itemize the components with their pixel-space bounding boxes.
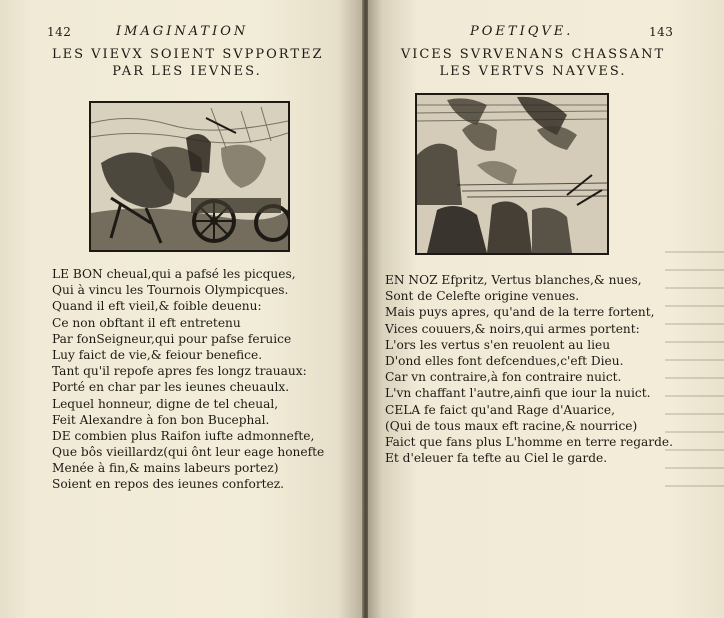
verse-line: (Qui de tous maux eft racine,& nourrice) [385,418,638,433]
verse-line: Lequel honneur, digne de tel cheual, [52,396,279,411]
verse-line: D'ond elles font defcendues,c'eft Dieu. [385,353,624,368]
vices-virtues-woodcut-image [415,93,609,255]
verse-line: EN NOZ Efpritz, Vertus blanches,& nues, [385,273,642,287]
left-running-head: IMAGINATION [116,24,249,39]
right-running-head: POETIQVE. [470,24,574,39]
left-verse [52,266,324,493]
verse-line: Par fonSeigneur,qui pour pafse feruice [52,331,292,346]
left-title-line: PAR LES IEVNES. [112,64,262,79]
right-emblem-title [398,46,668,80]
verse-line: L'ors les vertus s'en reuolent au lieu [385,337,611,352]
verse-line: Menée à fin,& mains labeurs portez) [52,461,279,476]
verse-line: Tant qu'il repofe apres fes longz trauaux: [52,364,307,379]
verse-line: Feit Alexandre à fon bon Bucephal. [52,412,270,427]
verse-line: Soient en repos des ieunes confortez. [52,477,285,492]
show-through-text [665,235,724,495]
right-title-line: VICES SVRVENANS CHASSANT [400,47,666,62]
right-title-line: LES VERTVS NAYVES. [439,64,627,79]
verse-line: LE BON cheual,qui a pafsé les picques, [52,267,296,281]
verse-line: Sont de Celefte origine venues. [385,289,580,304]
verse-line: Quand il eft vieil,& foible deuenu: [52,299,262,314]
verse-line: Et d'eleuer fa tefte au Ciel le garde. [385,451,608,466]
verse-line: Faict que fans plus L'homme en terre regarde. [385,434,673,449]
right-page-number: 143 [649,25,674,39]
verse-line: Vices couuers,& noirs,qui armes portent: [385,321,640,336]
left-page-number: 142 [47,25,72,39]
left-emblem-title [52,46,322,80]
verse-line: CELA fe faict qu'and Rage d'Auarice, [385,402,615,417]
chariot-woodcut-image [89,101,290,252]
verse-line: L'vn chaffant l'autre,ainfi que iour la nuict. [385,386,651,401]
verse-line: Porté en char par les ieunes cheuaulx. [52,380,290,395]
verse-line: Qui à vincu les Tournois Olympicques. [52,283,289,298]
verse-line: Que bôs vieillardz(qui ônt leur eage honefte [52,445,325,460]
left-title-line: LES VIEVX SOIENT SVPPORTEZ [52,47,324,62]
right-verse [385,272,673,466]
verse-line: Car vn contraire,à fon contraire nuict. [385,370,622,385]
verse-line: Luy faict de vie,& feiour benefice. [52,347,263,362]
right-page [368,0,724,618]
verse-line: Mais puys apres, qu'and de la terre fortent, [385,305,655,320]
verse-line: DE combien plus Raifon iufte admonnefte, [52,428,315,443]
verse-line: Ce non obftant il eft entretenu [52,315,241,330]
